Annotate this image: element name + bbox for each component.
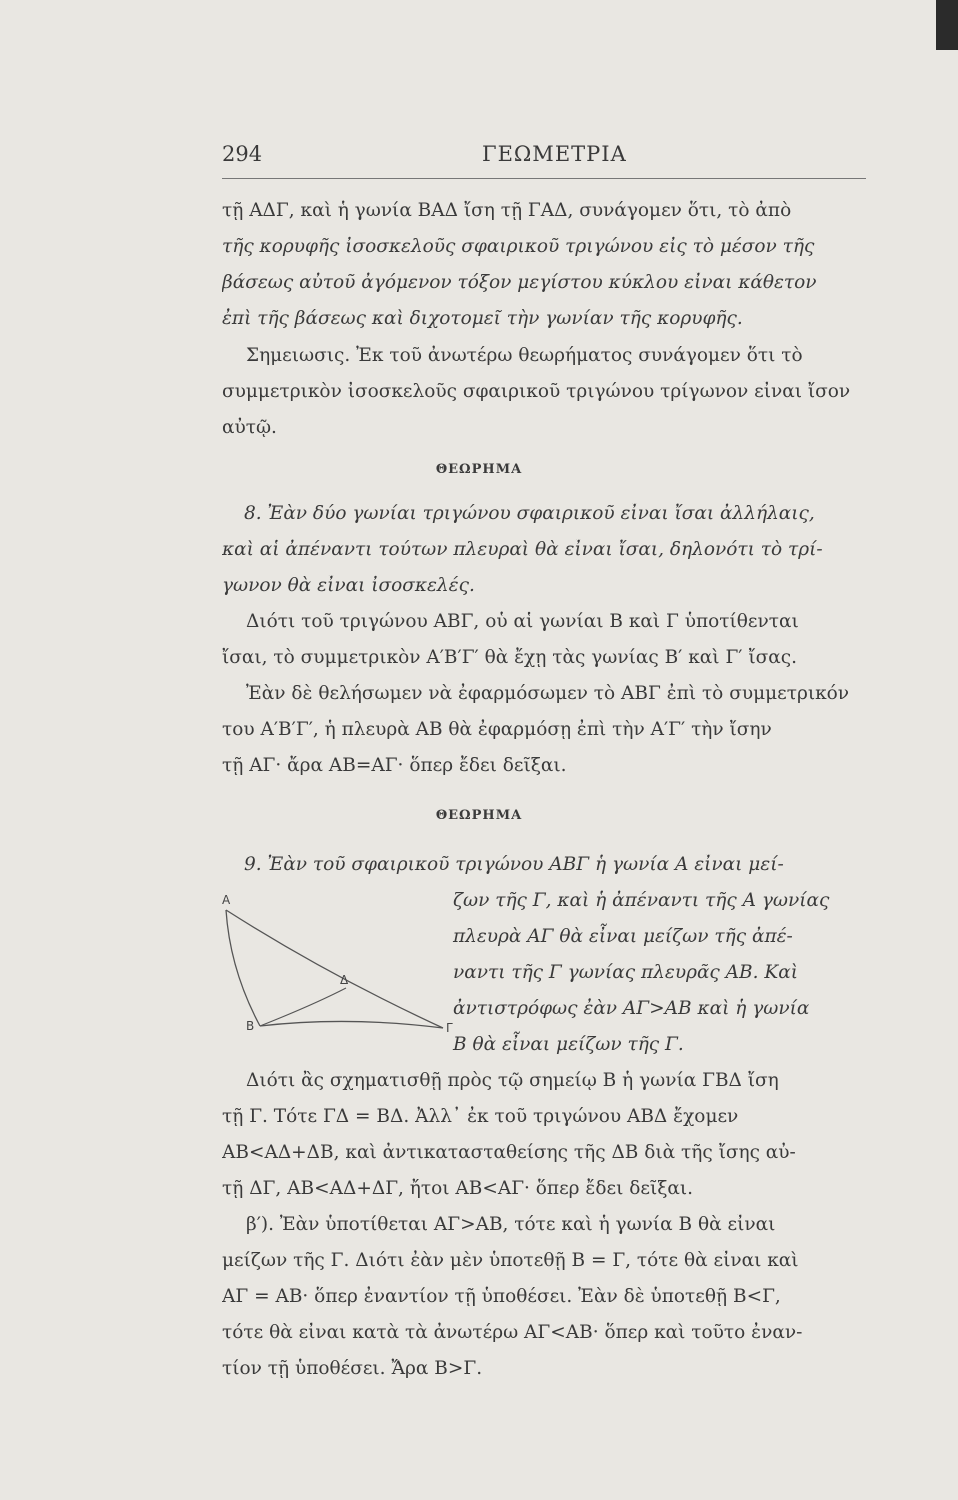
label-g: Γ <box>446 1021 453 1035</box>
proof-line: τότε θὰ εἶναι κατὰ τὰ ἀνωτέρω ΑΓ<ΑΒ· ὅπερ καὶ τοῦτο ἐναν- <box>222 1322 803 1343</box>
note-line: αὐτῷ. <box>222 417 277 438</box>
theorem-statement-line: γωνον θὰ εἶναι ἰσοσκελές. <box>222 575 475 596</box>
proof-line: του Α′Β′Γ′, ἡ πλευρὰ ΑΒ θὰ ἐφαρμόσῃ ἐπὶ τὴν Α′Γ′ τὴν ἴσην <box>222 719 772 740</box>
theorem-statement-line: Β θὰ εἶναι μείζων τῆς Γ. <box>453 1034 684 1055</box>
proof-line: Διότι ἂς σχηματισθῇ πρὸς τῷ σημείῳ Β ἡ γωνία ΓΒΔ ἴση <box>246 1070 779 1091</box>
proof-line: τῇ Γ. Τότε ΓΔ = ΒΔ. Ἀλλ᾽ ἐκ τοῦ τριγώνου ΑΒΔ ἔχομεν <box>222 1106 739 1127</box>
proof-line: μείζων τῆς Γ. Διότι ἐὰν μὲν ὑποτεθῇ Β = Γ, τότε θὰ εἶναι καὶ <box>222 1250 799 1271</box>
text-line: τῇ ΑΔΓ, καὶ ἡ γωνία ΒΑΔ ἴση τῇ ΓΑΔ, συνάγομεν ὅτι, τὸ ἀπὸ <box>222 200 792 221</box>
theorem-statement-line: ναντι τῆς Γ γωνίας πλευρᾶς ΑΒ. Καὶ <box>453 962 798 983</box>
proof-line: ΑΒ<ΑΔ+ΔΒ, καὶ ἀντικατασταθείσης τῆς ΔΒ διὰ τῆς ἴσης αὐ- <box>222 1142 796 1163</box>
label-d: Δ <box>340 973 349 987</box>
proof-line: β′). Ἐὰν ὑποτίθεται ΑΓ>ΑΒ, τότε καὶ ἡ γωνία Β θὰ εἶναι <box>246 1214 776 1235</box>
proof-line: Διότι τοῦ τριγώνου ΑΒΓ, οὗ αἱ γωνίαι Β καὶ Γ ὑποτίθενται <box>246 611 799 632</box>
label-b: B <box>246 1019 255 1033</box>
note-line: Σημειωσις. Ἐκ τοῦ ἀνωτέρω θεωρήματος συνάγομεν ὅτι τὸ <box>246 345 803 366</box>
note-line: συμμετρικὸν ἰσοσκελοῦς σφαιρικοῦ τριγώνου τρίγωνον εἶναι ἴσον <box>222 381 851 402</box>
proof-line: ἴσαι, τὸ συμμετρικὸν Α′Β′Γ′ θὰ ἔχῃ τὰς γωνίας Β′ καὶ Γ′ ἴσας. <box>222 647 797 668</box>
proof-line: τῇ ΔΓ, ΑΒ<ΑΔ+ΔΓ, ἤτοι ΑΒ<ΑΓ· ὅπερ ἔδει δεῖξαι. <box>222 1178 694 1199</box>
theorem-statement-line: 9. Ἐὰν τοῦ σφαιρικοῦ τριγώνου ΑΒΓ ἡ γωνία Α εἶναι μεί- <box>244 854 784 875</box>
proof-line: τίον τῇ ὑποθέσει. Ἄρα Β>Γ. <box>222 1358 483 1379</box>
text-line: τῆς κορυφῆς ἰσοσκελοῦς σφαιρικοῦ τριγώνου εἰς τὸ μέσον τῆς <box>222 236 815 257</box>
theorem-statement-line: καὶ αἱ ἀπέναντι τούτων πλευραὶ θὰ εἶναι ἴσαι, δηλονότι τὸ τρί- <box>222 539 823 560</box>
theorem-heading: ΘΕΩΡΗΜΑ <box>435 808 523 823</box>
theorem-statement-line: ἀντιστρόφως ἐὰν ΑΓ>ΑΒ καὶ ἡ γωνία <box>453 998 810 1019</box>
running-title: ΓΕΩΜΕΤΡΙΑ <box>482 142 627 166</box>
arc-ag <box>226 910 443 1028</box>
theorem-statement-line: ζων τῆς Γ, καὶ ἡ ἀπέναντι τῆς Α γωνίας <box>453 890 830 911</box>
label-a: A <box>222 893 231 907</box>
theorem-statement-line: πλευρὰ ΑΓ θὰ εἶναι μείζων τῆς ἀπέ- <box>453 926 793 947</box>
proof-line: Ἐὰν δὲ θελήσωμεν νὰ ἐφαρμόσωμεν τὸ ΑΒΓ ἐπὶ τὸ συμμετρικόν <box>246 683 850 704</box>
proof-line: ΑΓ = ΑΒ· ὅπερ ἐναντίον τῇ ὑποθέσει. Ἐὰν δὲ ὑποτεθῇ Β<Γ, <box>222 1286 781 1307</box>
spherical-triangle-figure <box>218 880 458 1040</box>
header-rule <box>222 178 866 179</box>
text-line: βάσεως αὐτοῦ ἀγόμενον τόξον μεγίστου κύκλου εἶναι κάθετον <box>222 272 817 293</box>
arc-bg <box>260 1021 443 1028</box>
page-number: 294 <box>222 142 263 166</box>
theorem-statement-line: 8. Ἐὰν δύο γωνίαι τριγώνου σφαιρικοῦ εἶναι ἴσαι ἀλλήλαις, <box>244 503 815 524</box>
proof-line: τῇ ΑΓ· ἄρα ΑΒ=ΑΓ· ὅπερ ἔδει δεῖξαι. <box>222 755 567 776</box>
text-line: ἐπὶ τῆς βάσεως καὶ διχοτομεῖ τὴν γωνίαν τῆς κορυφῆς. <box>222 308 743 329</box>
page-header <box>222 142 866 172</box>
arc-bd <box>260 988 346 1026</box>
theorem-heading: ΘΕΩΡΗΜΑ <box>435 462 523 477</box>
triangle-diagram <box>218 880 458 1040</box>
